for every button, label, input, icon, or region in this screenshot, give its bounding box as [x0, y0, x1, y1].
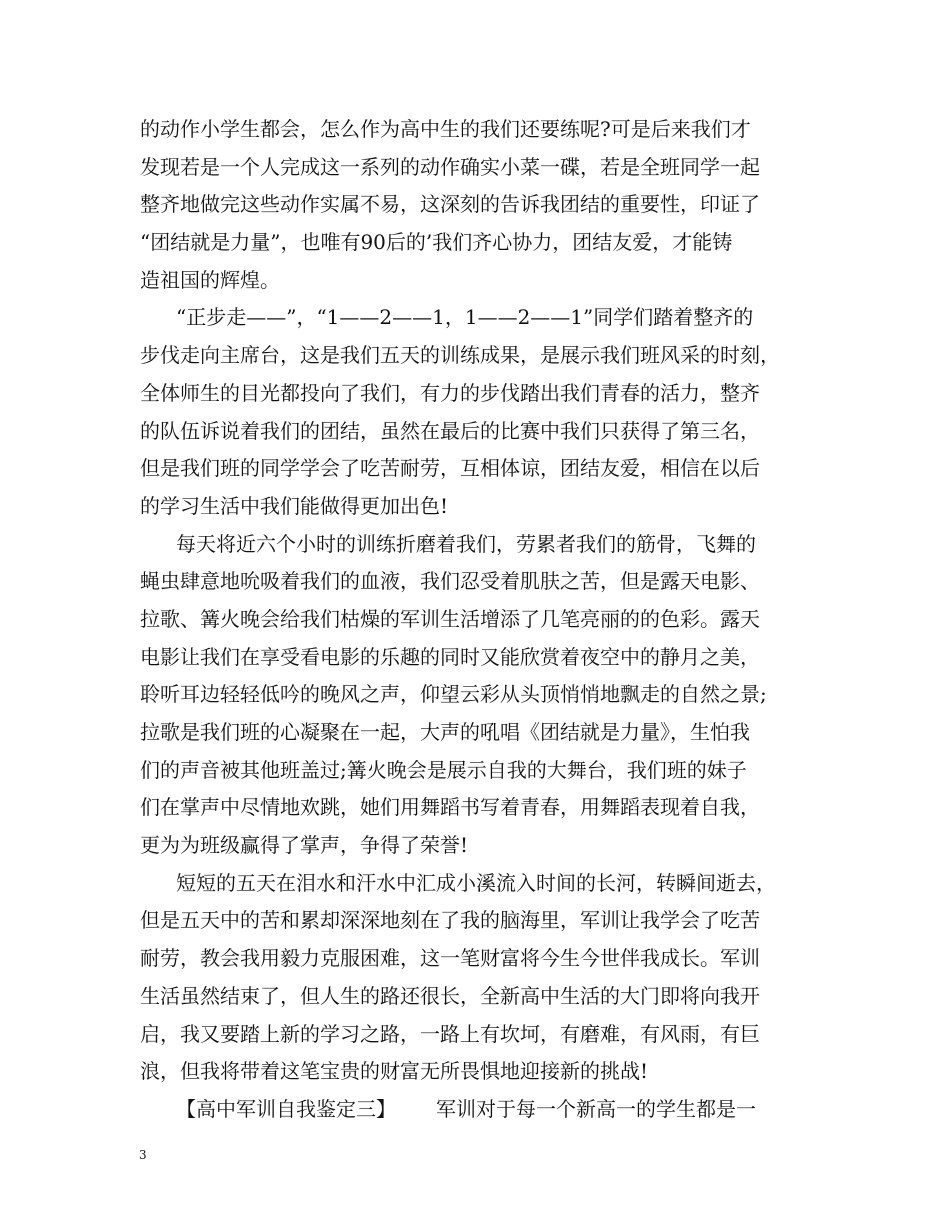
text-line: 全体师生的目光都投向了我们，有力的步伐踏出我们青春的活力，整齐	[140, 380, 760, 405]
text-line: 更为为班级赢得了掌声，争得了荣誉!	[140, 833, 469, 858]
text-line: 造祖国的辉煌。	[140, 267, 280, 292]
body-text	[140, 111, 820, 1129]
text-line: 但是我们班的同学学会了吃苦耐劳，互相体谅，团结友爱，相信在以后	[140, 456, 760, 481]
text-line: 们的声音被其他班盖过;篝火晚会是展示自我的大舞台，我们班的妹子	[140, 757, 747, 782]
page-number: 3	[139, 1148, 147, 1162]
text-line: 们在掌声中尽情地欢跳，她们用舞蹈书写着青春，用舞蹈表现着自我，	[140, 795, 760, 820]
text-line: 耐劳，教会我用毅力克服困难，这一笔财富将今生今世伴我成长。军训	[140, 946, 760, 971]
section-heading: 【高中军训自我鉴定三】	[176, 1096, 396, 1121]
text-line: “团结就是力量”，也唯有90后的’我们齐心协力，团结友爱，才能铸	[140, 230, 733, 255]
paragraph-first-line: 短短的五天在泪水和汗水中汇成小溪流入时间的长河，转瞬间逝去，	[176, 870, 776, 895]
text-line: 发现若是一个人完成这一系列的动作确实小菜一碟，若是全班同学一起	[140, 154, 760, 179]
text-line: 拉歌、篝火晚会给我们枯燥的军训生活增添了几笔亮丽的的色彩。露天	[140, 606, 760, 631]
text-line: 拉歌是我们班的心凝聚在一起，大声的吼唱《团结就是力量》，生怕我	[140, 720, 750, 744]
text-line: 但是五天中的苦和累却深深地刻在了我的脑海里，军训让我学会了吃苦	[140, 908, 760, 933]
text-line: 生活虽然结束了，但人生的路还很长，全新高中生活的大门即将向我开	[140, 983, 760, 1008]
text-line: 聆听耳边轻轻低吟的晚风之声，仰望云彩从头顶悄悄地飘走的自然之景;	[140, 682, 767, 707]
text-line: 的队伍诉说着我们的团结，虽然在最后的比赛中我们只获得了第三名，	[140, 418, 760, 443]
text-line: 电影让我们在享受看电影的乐趣的同时又能欣赏着夜空中的静月之美，	[140, 644, 760, 669]
text-line: 步伐走向主席台，这是我们五天的训练成果，是展示我们班风采的时刻，	[140, 343, 780, 368]
section-line	[140, 1091, 820, 1129]
text-line: 浪，但我将带着这笔宝贵的财富无所畏惧地迎接新的挑战!	[140, 1059, 649, 1084]
section-start-text: 军训对于每一个新高一的学生都是一	[436, 1096, 756, 1121]
text-line: 蝇虫肆意地吮吸着我们的血液，我们忍受着肌肤之苦，但是露天电影、	[140, 569, 760, 594]
paragraph-first-line: 每天将近六个小时的训练折磨着我们，劳累者我们的筋骨，飞舞的	[176, 531, 756, 556]
text-line: 整齐地做完这些动作实属不易，这深刻的告诉我团结的重要性，印证了	[140, 192, 760, 217]
paragraph-first-line: “正步走——”，“1——2——1，1——2——1”同学们踏着整齐的	[176, 305, 754, 330]
text-line: 的学习生活中我们能做得更加出色!	[140, 493, 449, 518]
text-line: 启，我又要踏上新的学习之路，一路上有坎坷，有磨难，有风雨，有巨	[140, 1021, 760, 1046]
text-line: 的动作小学生都会，怎么作为高中生的我们还要练呢?可是后来我们才	[140, 117, 751, 141]
